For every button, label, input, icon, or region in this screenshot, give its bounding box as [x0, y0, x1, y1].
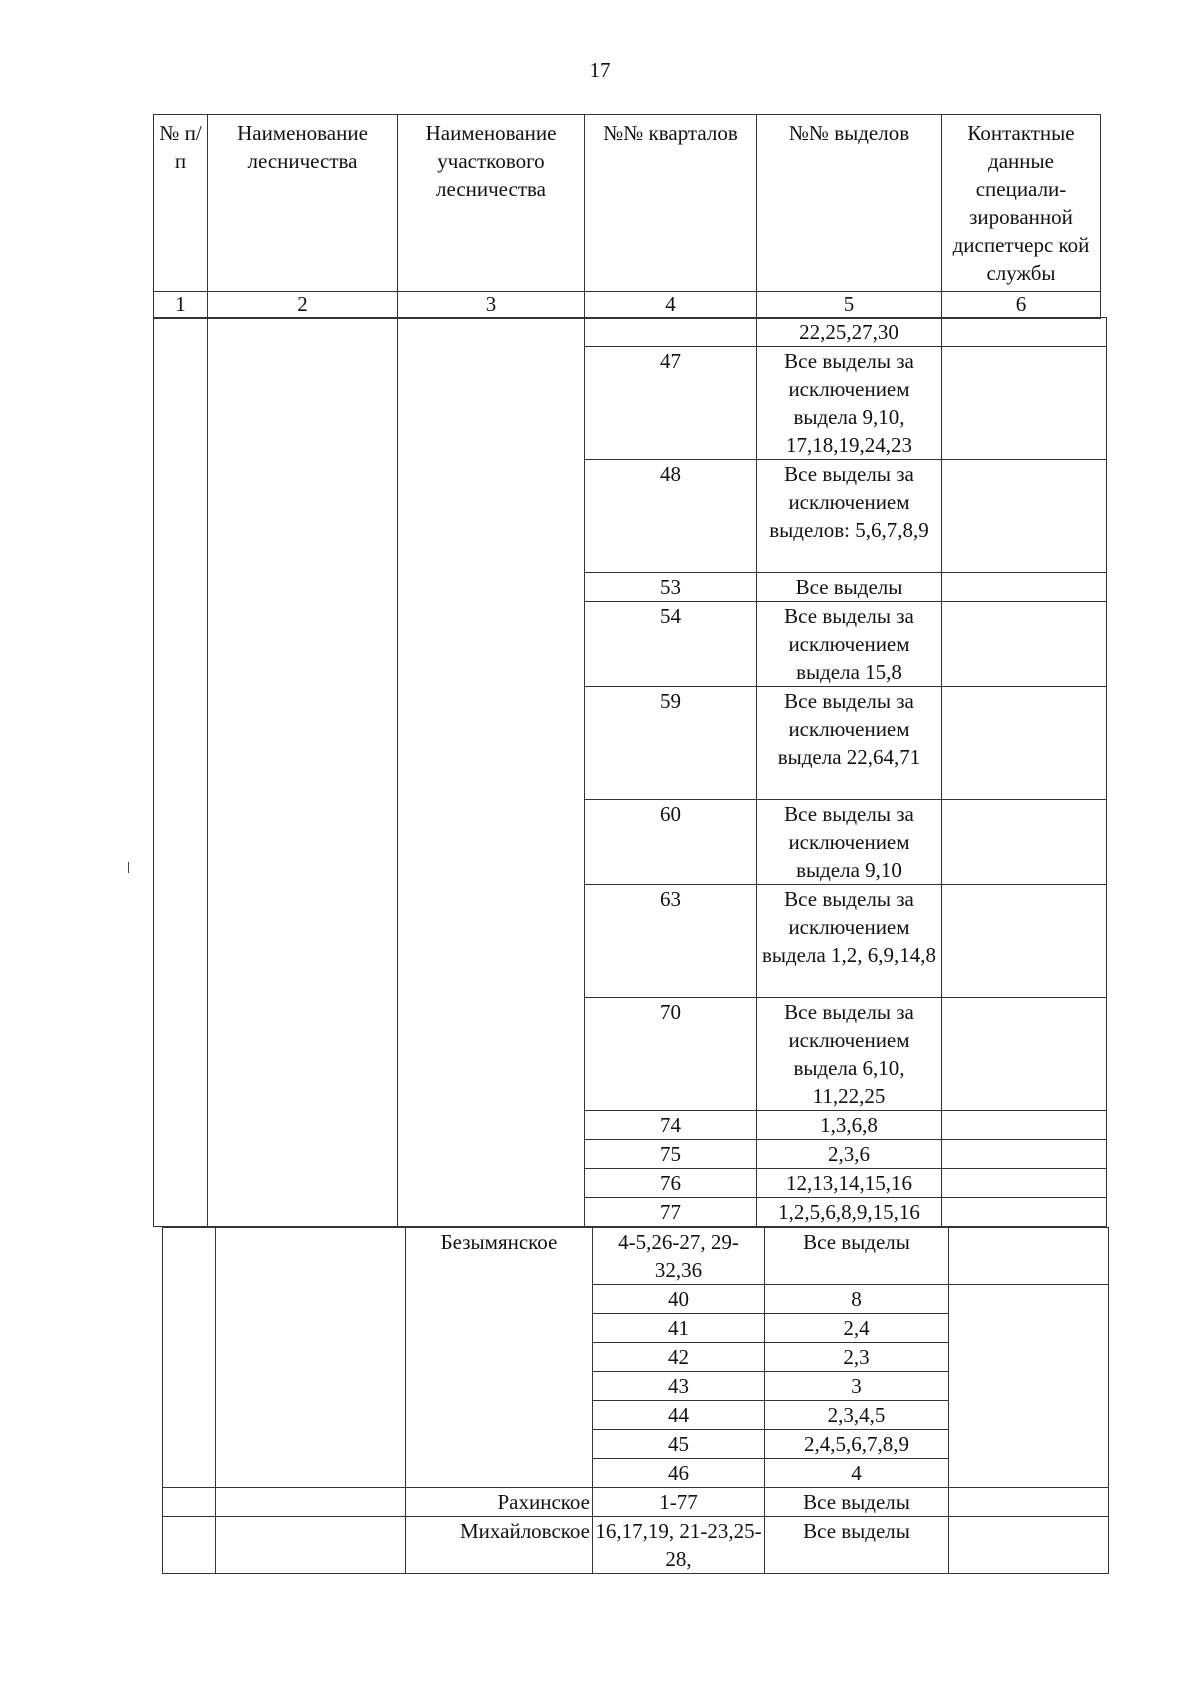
header-col-contacts: Контактные данные специали-зированной диспетчерс кой службы: [942, 115, 1101, 292]
header-col-number: № п/п: [154, 115, 208, 292]
scan-artifact-mark: [128, 862, 129, 873]
column-number-5: 5: [757, 292, 942, 319]
cell-vydely: Все выделы: [757, 573, 942, 602]
cell-kvartal: 43: [593, 1372, 765, 1401]
cell-kvartal: [585, 318, 757, 347]
page-number: 17: [589, 58, 611, 82]
cell-kvartal: 42: [593, 1343, 765, 1372]
cell-district: Безымянское: [406, 1228, 593, 1488]
cell-contacts: [942, 1198, 1107, 1227]
cell-contacts: [949, 1285, 1109, 1488]
cell-number: [163, 1228, 216, 1488]
cell-vydely: 22,25,27,30: [757, 318, 942, 347]
cell-vydely: 12,13,14,15,16: [757, 1169, 942, 1198]
cell-number: [154, 318, 208, 1227]
cell-kvartal: 45: [593, 1430, 765, 1459]
cell-kvartal: 41: [593, 1314, 765, 1343]
cell-contacts: [942, 1111, 1107, 1140]
cell-contacts: [949, 1517, 1109, 1574]
cell-contacts: [942, 885, 1107, 998]
cell-kvartal: 70: [585, 998, 757, 1111]
cell-vydely: Все выделы: [765, 1228, 949, 1285]
cell-district: [398, 318, 585, 1227]
cell-contacts: [942, 800, 1107, 885]
cell-vydely: 2,3,4,5: [765, 1401, 949, 1430]
cell-kvartal: 48: [585, 460, 757, 573]
cell-vydely: 4: [765, 1459, 949, 1488]
cell-number: [163, 1517, 216, 1574]
cell-vydely: Все выделы за исключением выдела 9,10: [757, 800, 942, 885]
cell-contacts: [949, 1488, 1109, 1517]
cell-forestry: [216, 1228, 406, 1488]
cell-contacts: [942, 1169, 1107, 1198]
cell-kvartal: 60: [585, 800, 757, 885]
cell-vydely: Все выделы за исключением выделов: 5,6,7,8,9: [757, 460, 942, 573]
table-row: [163, 1488, 1109, 1517]
header-col-kvartal: №№ кварталов: [585, 115, 757, 292]
cell-vydely: 3: [765, 1372, 949, 1401]
cell-vydely: Все выделы: [765, 1517, 949, 1574]
cell-contacts: [942, 687, 1107, 800]
header-col-vydely: №№ выделов: [757, 115, 942, 292]
cell-vydely: Все выделы за исключением выдела 1,2, 6,9,14,8: [757, 885, 942, 998]
cell-vydely: 2,4,5,6,7,8,9: [765, 1430, 949, 1459]
cell-kvartal: 77: [585, 1198, 757, 1227]
cell-kvartal: 1-77: [593, 1488, 765, 1517]
cell-contacts: [949, 1228, 1109, 1285]
table-section-continuation: [153, 317, 1107, 1227]
cell-contacts: [942, 998, 1107, 1111]
column-number-6: 6: [942, 292, 1101, 319]
cell-vydely: 2,3,6: [757, 1140, 942, 1169]
cell-district: Рахинское: [406, 1488, 593, 1517]
cell-contacts: [942, 318, 1107, 347]
cell-vydely: Все выделы за исключением выдела 9,10, 17,18,19,24,23: [757, 347, 942, 460]
cell-kvartal: 40: [593, 1285, 765, 1314]
cell-kvartal: 47: [585, 347, 757, 460]
cell-district: Михайловское: [406, 1517, 593, 1574]
cell-kvartal: 46: [593, 1459, 765, 1488]
cell-contacts: [942, 460, 1107, 573]
cell-contacts: [942, 573, 1107, 602]
column-number-2: 2: [208, 292, 398, 319]
cell-vydely: 2,4: [765, 1314, 949, 1343]
cell-vydely: Все выделы за исключением выдела 6,10, 11,22,25: [757, 998, 942, 1111]
cell-forestry: [208, 318, 398, 1227]
cell-kvartal: 74: [585, 1111, 757, 1140]
header-col-forestry: Наименование лесничества: [208, 115, 398, 292]
cell-forestry: [216, 1517, 406, 1574]
cell-vydely: Все выделы за исключением выдела 15,8: [757, 602, 942, 687]
cell-vydely: 8: [765, 1285, 949, 1314]
table-header: [153, 114, 1101, 319]
column-number-1: 1: [154, 292, 208, 319]
cell-vydely: Все выделы за исключением выдела 22,64,71: [757, 687, 942, 800]
cell-kvartal: 59: [585, 687, 757, 800]
cell-kvartal: 76: [585, 1169, 757, 1198]
table-row: [154, 318, 1107, 347]
cell-kvartal: 53: [585, 573, 757, 602]
column-number-4: 4: [585, 292, 757, 319]
cell-kvartal: 63: [585, 885, 757, 998]
cell-kvartal: 44: [593, 1401, 765, 1430]
cell-vydely: 1,3,6,8: [757, 1111, 942, 1140]
table-row: [163, 1228, 1109, 1285]
cell-vydely: Все выделы: [765, 1488, 949, 1517]
table-row: [163, 1517, 1109, 1574]
cell-number: [163, 1488, 216, 1517]
cell-contacts: [942, 347, 1107, 460]
cell-kvartal: 4-5,26-27, 29-32,36: [593, 1228, 765, 1285]
table-section-districts: [162, 1227, 1109, 1574]
cell-vydely: 2,3: [765, 1343, 949, 1372]
header-col-district: Наименование участкового лесничества: [398, 115, 585, 292]
cell-kvartal: 16,17,19, 21-23,25-28,: [593, 1517, 765, 1574]
cell-vydely: 1,2,5,6,8,9,15,16: [757, 1198, 942, 1227]
cell-forestry: [216, 1488, 406, 1517]
cell-contacts: [942, 602, 1107, 687]
column-number-3: 3: [398, 292, 585, 319]
cell-kvartal: 54: [585, 602, 757, 687]
cell-kvartal: 75: [585, 1140, 757, 1169]
cell-contacts: [942, 1140, 1107, 1169]
